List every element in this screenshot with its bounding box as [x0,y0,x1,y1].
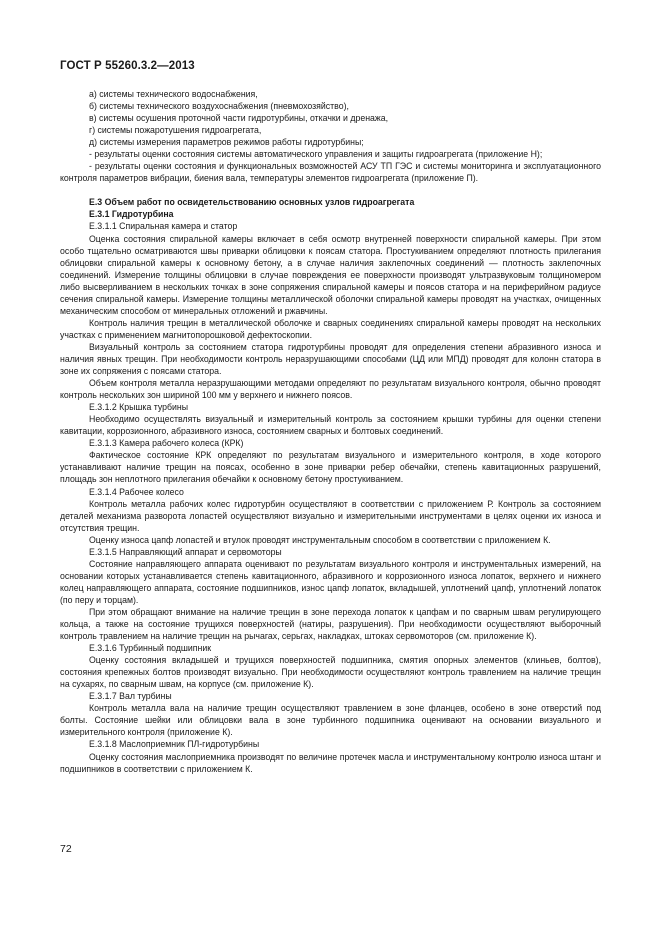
clause-heading: Е.3.1.5 Направляющий аппарат и сервомоторы [89,546,282,557]
page-number: 72 [60,843,72,855]
list-item: в) системы осушения проточной части гидротурбины, откачки и дренажа, [89,113,389,124]
paragraph: При этом обращают внимание на наличие трещин в зоне перехода лопаток к цапфам и по сварным швам регулирующего кольца, а также на состояние трущихся поверхностей (натиры, разрушения). При необходимости осуществляют выборочный контроль травлением на наличие трещин на рычагах, серьгах, накладках, штоках сервомоторов (см. приложение К). [60,606,601,642]
paragraph: Необходимо осуществлять визуальный и измерительный контроль за состоянием крышки турбины для оценки степени кавитации, коррозионного, абразивного износа, состоянием сварных и болтовых соединений. [60,414,601,437]
subsection-heading: Е.3.1 Гидротурбина [89,209,174,220]
clause-heading: Е.3.1.3 Камера рабочего колеса (КРК) [89,438,244,449]
list-item: б) системы технического воздухоснабжения (пневмохозяйство), [89,101,349,112]
document-header: ГОСТ Р 55260.3.2—2013 [60,60,195,72]
paragraph: Контроль металла рабочих колес гидротурбин осуществляют в соответствии с приложением Р. Контроль за состоянием деталей механизма разворота лопастей осуществляют визуально и измерительными инструментами в целях оценки их износа и отсутствия трещин. [60,498,601,533]
paragraph: Состояние направляющего аппарата оценивают по результатам визуального контроля и инструментальных измерений, на основании которых устанавливается степень кавитационного, абразивного и коррозионного износа лопаток, верхнего и нижнего колец направляющего аппарата, состояние подшипников, износ цапф лопаток, вкладышей, уплотнений цапф, уплотнений лопаток (по перу и торцам). [60,558,601,605]
list-item: - результаты оценки состояния и функциональных возможностей АСУ ТП ГЭС и системы мониторинга и эксплуатационного контроля параметров вибрации, биения вала, температуры элементов гидроагрегата (приложение П). [60,161,601,184]
paragraph: Визуальный контроль за состоянием статора гидротурбины проводят для определения степени абразивного износа и наличия явных трещин. При необходимости контроль неразрушающими способами (ЦД или МПД) проводят для колонн статора в зоне их сопряжения с поясами статора. [60,341,601,377]
paragraph: Объем контроля металла неразрушающими методами определяют по результатам визуального контроля, обычно проводят контроль нескольких зон шириной 100 мм у верхнего и нижнего поясов. [60,378,601,401]
list-item: г) системы пожаротушения гидроагрегата, [89,125,262,136]
list-item: - результаты оценки состояния системы автоматического управления и защиты гидроагрегата (приложение Н); [89,149,543,160]
paragraph: Оценку износа цапф лопастей и втулок проводят инструментальным способом в соответствии с приложением К. [89,534,551,545]
document-body [60,88,601,775]
clause-heading: Е.3.1.7 Вал турбины [89,691,172,702]
paragraph: Оценку состояния вкладышей и трущихся поверхностей подшипника, смятия опорных элементов (клиньев, болтов), состояния крепежных болтов производят визуально. При необходимости осуществляют контроль травлением на наличие трещин на сухарях, по сварным швам, на корпусе (см. приложение К). [60,655,601,690]
paragraph: Оценку состояния маслоприемника производят по величине протечек масла и инструментальному контролю износа штанг и подшипников в соответствии с приложением К. [60,751,601,774]
section-spacer [60,184,601,196]
paragraph: Фактическое состояние КРК определяют по результатам визуального и измерительного контроля, в ходе которого устанавливают наличие трещин на поясах, особенно в зоне приварки ребер обечайки, степень кавитационных разрушений, площадь зон неплотного прилегания обечайки к основному бетону простукиванием. [60,450,601,485]
clause-heading: Е.3.1.8 Маслоприемник ПЛ-гидротурбины [89,739,260,750]
clause-heading: Е.3.1.1 Спиральная камера и статор [89,221,238,232]
list-item: д) системы измерения параметров режимов работы гидротурбины; [89,137,364,148]
paragraph: Контроль металла вала на наличие трещин осуществляют травлением в зоне фланцев, особено в зоне отверстий под болты. Состояние шейки или облицовки вала в зоне турбинного подшипника оценивают на основании визуального и измерительного контроля (приложение К). [60,703,601,738]
section-heading: Е.3 Объем работ по освидетельствованию основных узлов гидроагрегата [89,197,415,208]
list-item: а) системы технического водоснабжения, [89,89,258,99]
clause-heading: Е.3.1.2 Крышка турбины [89,402,189,413]
paragraph: Контроль наличия трещин в металлической оболочке и сварных соединениях спиральной камеры проводят на нескольких участках с применением магнитопорошковой дефектоскопии. [60,317,601,340]
clause-heading: Е.3.1.4 Рабочее колесо [89,486,184,497]
paragraph: Оценка состояния спиральной камеры включает в себя осмотр внутренней поверхности спиральной камеры. При этом особо тщательно осматриваются швы приварки облицовки к поясам статора. Простукиванием определяют плотность прилегания облицовки спиральной камеры к основному бетону, а в случае наличия заклепочных соединений — плотность заклепочных соединений. Измерение толщины облицовки в случае повреждения ее поверхности производят ультразвуковым толщиномером либо высверливанием в нескольких точках в зоне сопряжения спиральной камеры и поясов статора и на периферийном радиусе сечения спиральной камеры. Измерение толщины металлической оболочки спиральной камеры проводят на участках, очищенных механическим способом от минеральных отложений и ржавчины. [60,233,601,316]
clause-heading: Е.3.1.6 Турбинный подшипник [89,643,212,654]
